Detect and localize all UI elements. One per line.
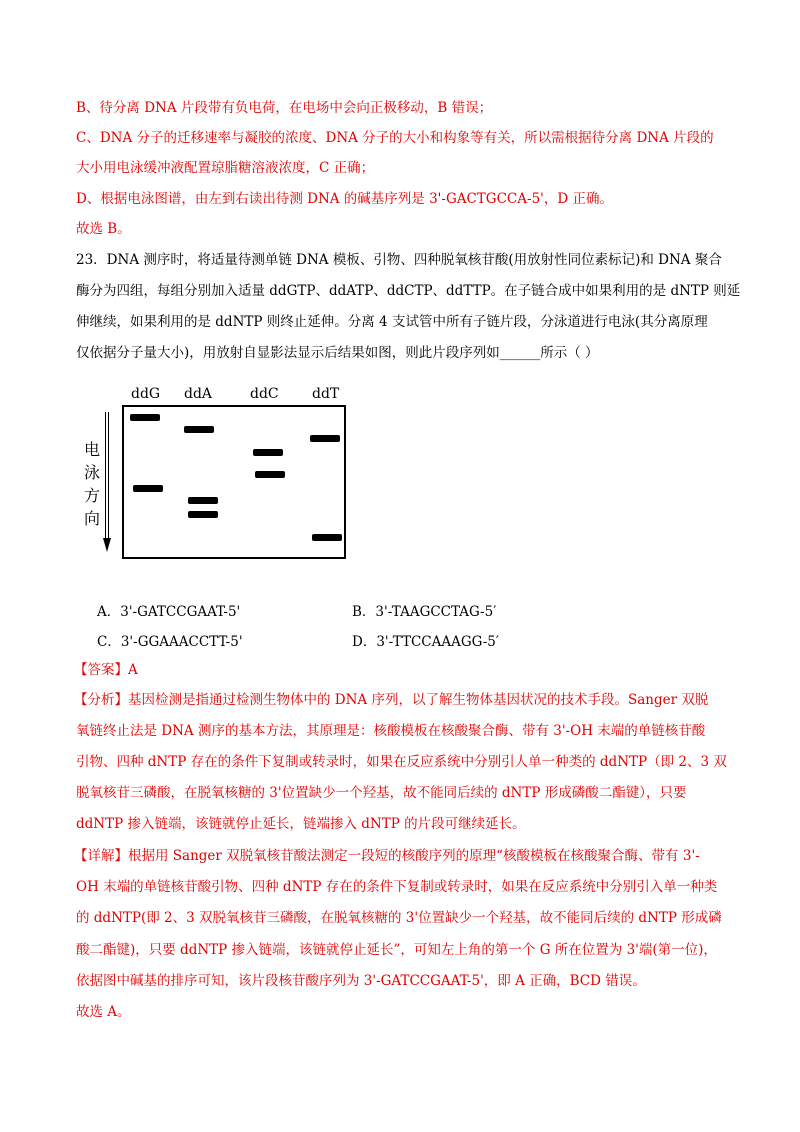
explanation-conclusion: 故选 B。 xyxy=(76,221,131,237)
detail-line5: 依据图中碱基的排序可知，该片段核苷酸序列为 3'-GATCCGAAT-5'，即 A 正确，BCD 错误。 xyxy=(76,973,646,989)
answer-row xyxy=(74,660,138,680)
band-ddc-1 xyxy=(253,449,283,456)
detail-line4: 酸二酯键)，只要 ddNTP 掺入链端，该链就停止延长”，可知左上角的第一个 G 所在位置为 3'端(第一位)， xyxy=(76,942,717,958)
band-ddt-2 xyxy=(312,534,342,541)
analysis-line4: 脱氧核苷三磷酸，在脱氧核糖的 3'位置缺少一个羟基，故不能同后续的 dNTP 形成磷酸二酯键），只要 xyxy=(76,785,687,801)
explanation-d: D、根据电泳图谱，由左到右读出待测 DNA 的碱基序列是 3'-GACTGCCA-5'，D 正确。 xyxy=(76,191,613,207)
analysis-line2: 氧链终止法是 DNA 测序的基本方法，其原理是：核酸模板在核酸聚合酶、带有 3'-OH 末端的单链核苷酸 xyxy=(76,723,706,739)
question-line1: 23．DNA 测序时，将适量待测单链 DNA 模板、引物、四种脱氧核苷酸(用放射性同位素标记)和 DNA 聚合 xyxy=(76,252,722,268)
lane-label-ddc: ddC xyxy=(250,386,279,402)
gel-frame xyxy=(122,405,346,559)
lane-label-ddg: ddG xyxy=(131,386,161,402)
direction-char: 泳 xyxy=(83,463,100,482)
explanation-c-line2: 大小用电泳缓冲液配置琼脂糖溶液浓度，C 正确； xyxy=(76,160,375,176)
lane-label-ddt: ddT xyxy=(312,386,340,402)
band-dda-2 xyxy=(188,497,218,504)
direction-char: 电 xyxy=(83,440,100,459)
detail-line2: OH 末端的单链核苷酸引物、四种 dNTP 存在的条件下复制或转录时，如果在反应系统中分别引入单一种类 xyxy=(76,879,718,895)
band-dda-3 xyxy=(188,511,218,518)
question-line2: 酶分为四组，每组分别加入适量 ddGTP、ddATP、ddCTP、ddTTP。在子链合成中如果利用的是 dNTP 则延 xyxy=(76,283,741,299)
detail-label: 【详解】 xyxy=(74,848,128,864)
electrophoresis-direction-label xyxy=(83,438,101,530)
answer-label: 【答案】 xyxy=(74,662,128,678)
lane-label-dda: ddA xyxy=(184,386,213,402)
direction-char: 向 xyxy=(83,509,100,528)
answer-value: A xyxy=(128,662,138,678)
analysis-line1 xyxy=(74,690,708,710)
detail-conclusion: 故选 A。 xyxy=(76,1004,131,1020)
option-c[interactable]: C．3'-GGAAACCTT-5' xyxy=(97,634,243,650)
option-d[interactable]: D．3'-TTCCAAAGG-5′ xyxy=(352,634,499,650)
down-arrow-icon xyxy=(103,412,111,552)
detail-text: 根据用 Sanger 双脱氧核苷酸法测定一段短的核酸序列的原理“核酸模板在核酸聚合酶、带有 3'- xyxy=(128,848,700,864)
band-ddg-2 xyxy=(133,485,163,492)
band-ddt-1 xyxy=(310,435,340,442)
option-a[interactable]: A．3'-GATCCGAAT-5' xyxy=(97,604,241,620)
band-dda-1 xyxy=(184,426,214,433)
analysis-line3: 引物、四种 dNTP 存在的条件下复制或转录时，如果在反应系统中分别引人单一种类的 ddNTP（即 2、3 双 xyxy=(76,754,727,770)
option-b[interactable]: B．3'-TAAGCCTAG-5′ xyxy=(352,604,497,620)
band-ddg-1 xyxy=(130,414,160,421)
question-line4: 仅依据分子量大小)，用放射自显影法显示后结果如图，则此片段序列如______所示（ ） xyxy=(76,345,599,361)
analysis-text: 基因检测是指通过检测生物体中的 DNA 序列，以了解生物体基因状况的技术手段。Sanger 双脱 xyxy=(128,692,709,708)
detail-line3: 的 ddNTP(即 2、3 双脱氧核苷三磷酸，在脱氧核糖的 3'位置缺少一个羟基，故不能同后续的 dNTP 形成磷 xyxy=(76,910,722,926)
band-ddc-2 xyxy=(255,471,285,478)
explanation-c-line1: C、DNA 分子的迁移速率与凝胶的浓度、DNA 分子的大小和构象等有关，所以需根据待分离 DNA 片段的 xyxy=(76,130,714,146)
explanation-b: B、待分离 DNA 片段带有负电荷，在电场中会向正极移动，B 错误； xyxy=(76,100,493,116)
analysis-label: 【分析】 xyxy=(74,692,128,708)
direction-char: 方 xyxy=(83,486,100,505)
detail-line1 xyxy=(74,846,700,866)
analysis-line5: ddNTP 掺入链端，该链就停止延长，链端掺入 dNTP 的片段可继续延长。 xyxy=(76,816,526,832)
question-line3: 伸继续，如果利用的是 ddNTP 则终止延伸。分离 4 支试管中所有子链片段，分泳道进行电泳(其分离原理 xyxy=(76,314,708,330)
